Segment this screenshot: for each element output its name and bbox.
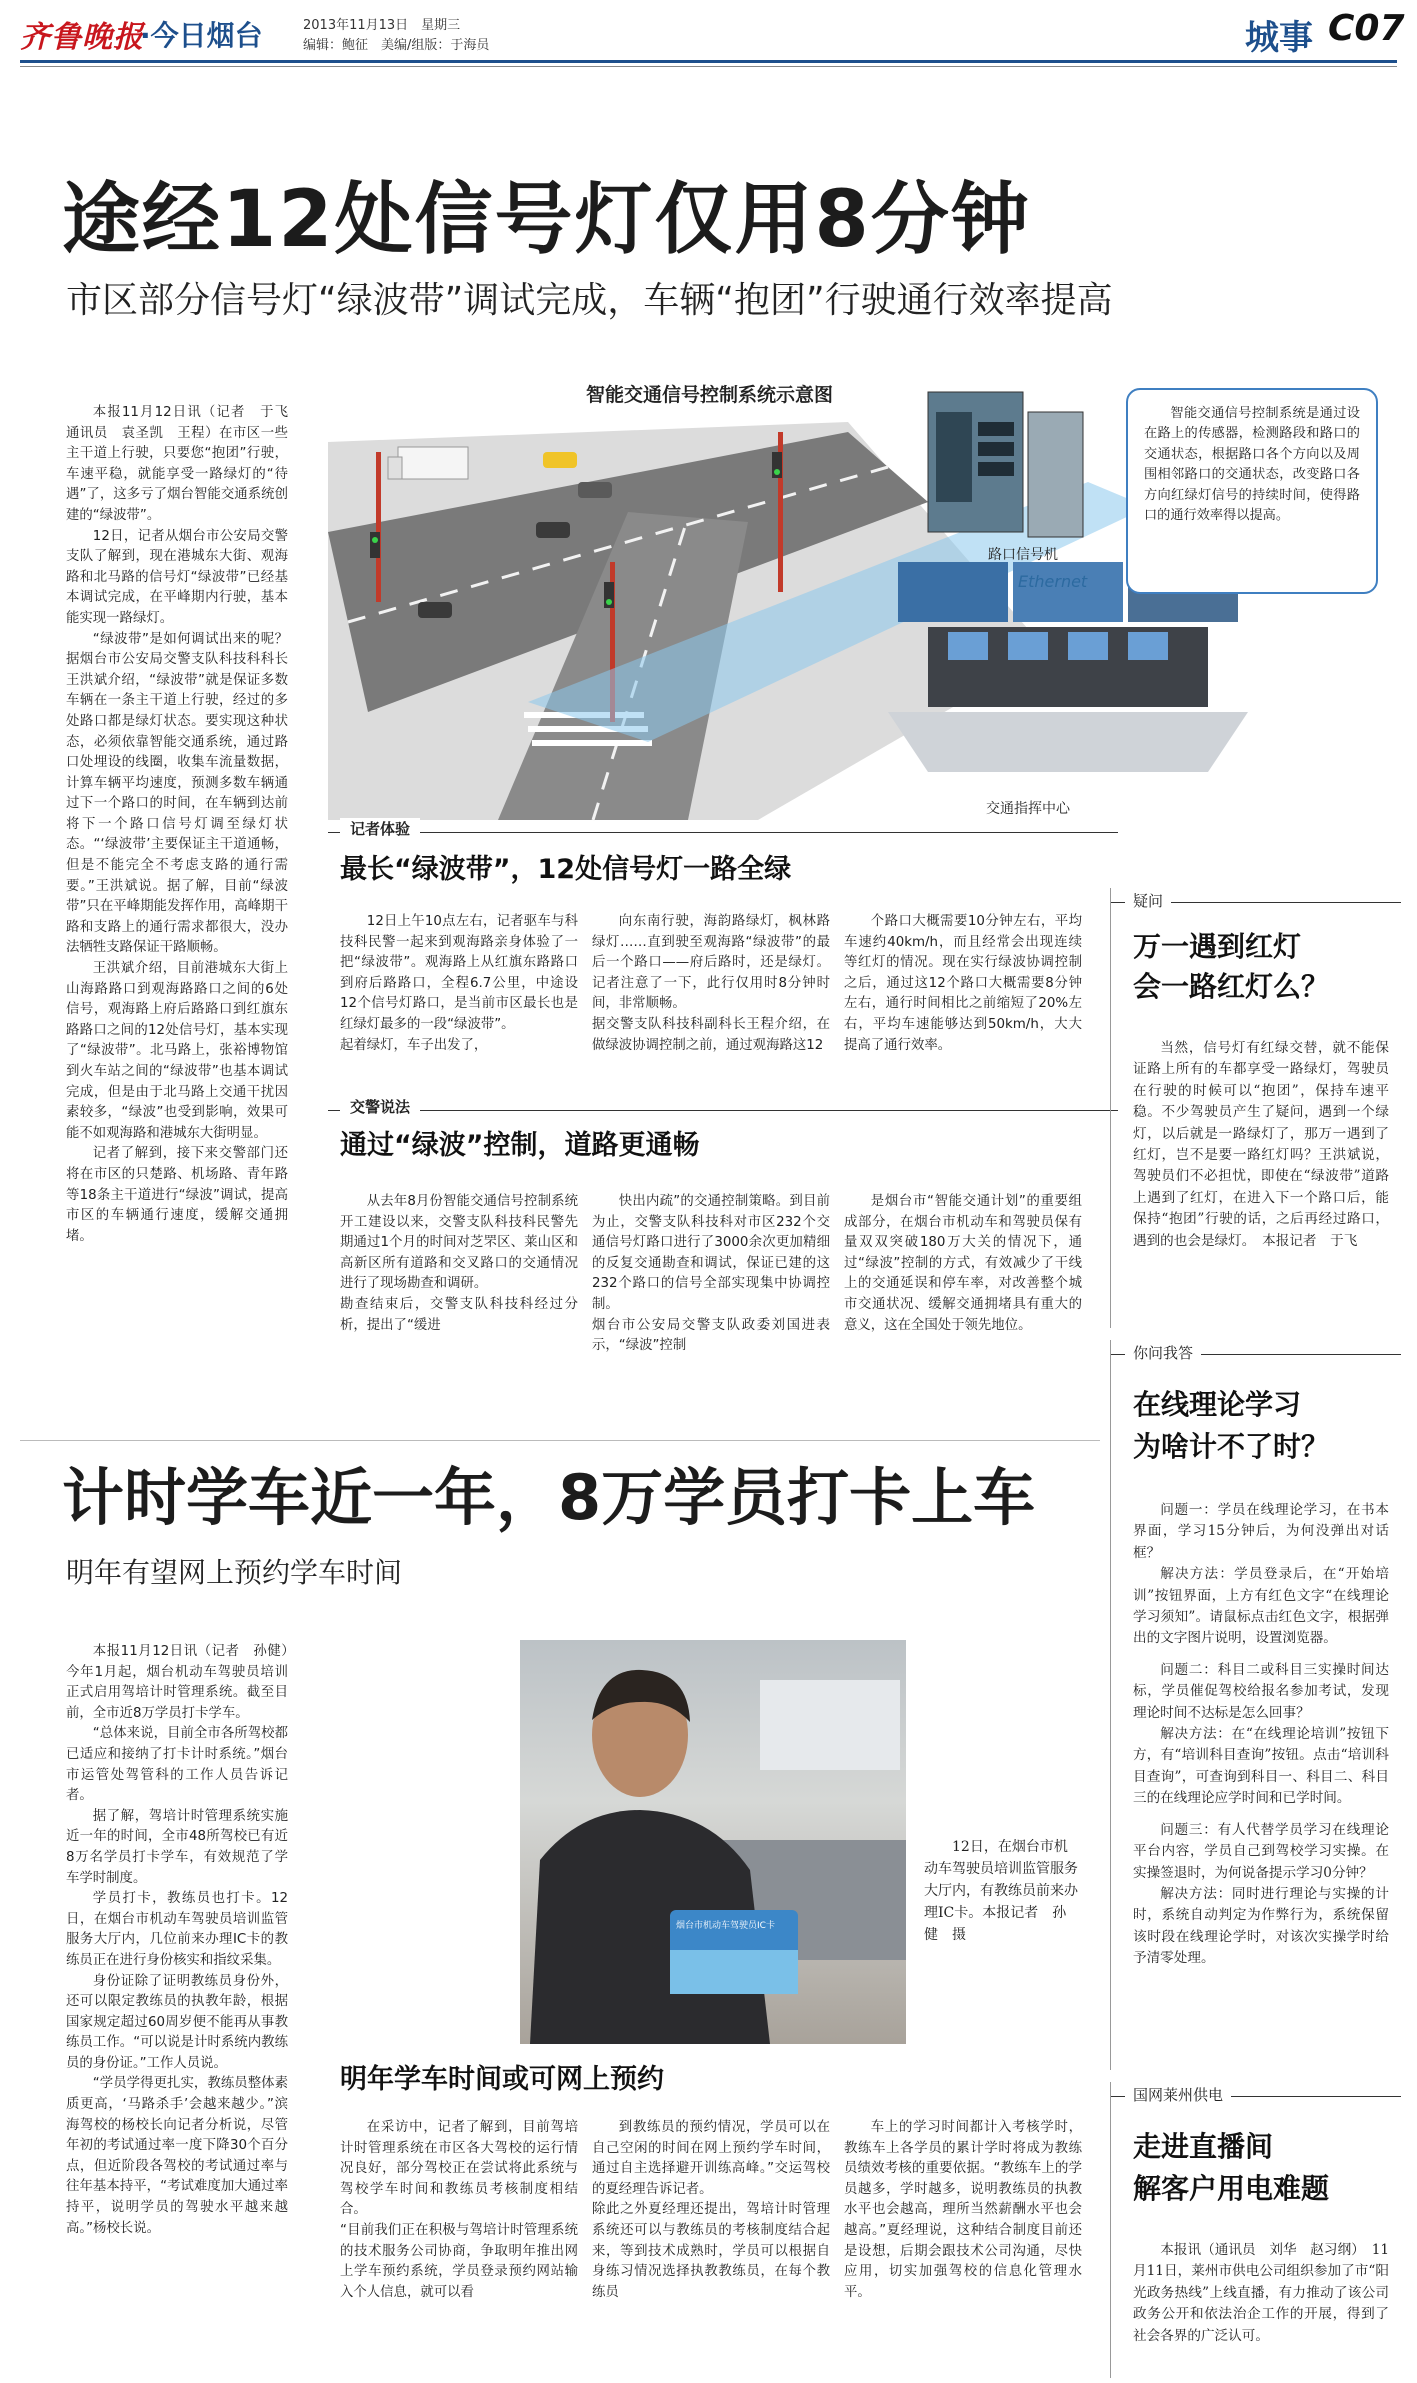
- sidebar-title: 万一遇到红灯: [1133, 930, 1302, 963]
- section-rule: [328, 832, 1118, 833]
- system-callout-text: 智能交通信号控制系统是通过设在路上的传感器，检测路段和路口的交通状态，根据路口各个方向以及周围相邻路口的交通状态，改变路口各方向红绿灯信号的持续时间，使得路口的通行效率得以提高。: [1144, 406, 1360, 524]
- paragraph: 解决方法：学员登录后，在“开始培训”按钮界面，上方有红色文字“在线理论学习须知”。请鼠标点击红色文字，根据弹出的文字图片说明，设置浏览器。: [1133, 1566, 1389, 1647]
- section-name: 城事: [1245, 18, 1313, 58]
- paragraph: 问题三：有人代替学员学习在线理论平台内容，学员自己到驾校学习实操。在实操签退时，为何说备提示学习0分钟？: [1133, 1821, 1389, 1881]
- text-column: 从去年8月份智能交通信号控制系统开工建设以来，交警支队科技科民警先期通过1个月的时间对芝罘区、莱山区和高新区所有道路和交叉路口的交通情况进行了现场勘查和调研。 勘查结束后，交警支队科技科经过分析，提出了“缓进: [340, 1194, 578, 1333]
- paragraph: 据了解，驾培计时管理系统实施近一年的时间，全市48所驾校已有近8万名学员打卡学车，有效规范了学车学时制度。: [66, 1808, 288, 1886]
- sidebar-title: 为啥计不了时？: [1133, 1430, 1330, 1463]
- sidebar-body: [1133, 1500, 1389, 2065]
- section-tag: 交警说法: [340, 1096, 420, 1117]
- traffic-system-figure: [328, 372, 1398, 820]
- section-rule: [328, 1110, 1118, 1111]
- story1-headline: 途经12处信号灯仅用8分钟: [62, 175, 1031, 265]
- edition-name: ·今日烟台: [140, 19, 263, 52]
- ethernet-label: Ethernet: [1018, 572, 1088, 591]
- text-column: 到教练员的预约情况，学员可以在自己空闲的时间在网上预约学车时间，通过自主选择避开训练高峰。”交运驾校的夏经理告诉记者。 除此之外夏经理还提出，驾培计时管理系统还可以与教练员的考核制度结合起来，等到技术成熟时，学员可以根据自身练习情况选择执教教练员，在每个教练员: [592, 2120, 830, 2300]
- paragraph: 解决方法：同时进行理论与实操的计时，系统自动判定为作弊行为，系统保留该时段在线理论学时，对该次实操学时给予清零处理。: [1133, 1885, 1389, 1967]
- paragraph: “学员学得更扎实，教练员整体素质更高，‘马路杀手’会越来越少。”滨海驾校的杨校长向记者分析说，尽管年初的考试通过率一度下降30个百分点，但近阶段各驾校的考试通过率与往年基本持平，“考试难度加大通过率持平，说明学员的驾驶水平越来越高。”杨校长说。: [66, 2076, 288, 2236]
- sidebar-title: 走进直播间: [1133, 2130, 1274, 2163]
- text-column: 在采访中，记者了解到，目前驾培计时管理系统在市区各大驾校的运行情况良好，部分驾校正在尝试将此系统与驾校学车时间和教练员考核制度相结合。 “目前我们正在积极与驾培计时管理系统的技术服务公司协商，争取明年推出网上学车预约系统，学员登录预约网站输入个人信息，就可以看: [340, 2120, 578, 2300]
- masthead-rule-thin: [20, 66, 1397, 67]
- sidebar-title: 会一路红灯么？: [1133, 970, 1330, 1003]
- paragraph: “绿波带”是如何调试出来的呢？据烟台市公安局交警支队科技科科长王洪斌介绍，“绿波带”就是保证多数车辆在一条主干道上行驶，经过的多处路口都是绿灯状态。要实现这种状态，必须依靠智能交通系统，通过路口处埋设的线圈，收集车流量数据，计算车辆平均速度，预测多数车辆通过下一个路口的时间，在车辆到达前将下一个路口信号灯调至绿灯状态。“‘绿波带’主要保证主干道通畅，但是不能完全不考虑支路的通行需要。”王洪斌说。据了解，目前“绿波带”只在平峰期能发挥作用，高峰期干路和支路上的通行需求都很大，没办法牺牲支路保证干路顺畅。: [66, 631, 288, 956]
- text-column: 个路口大概需要10分钟左右，平均车速约40km/h，而且经常会出现连续等红灯的情况。现在实行绿波协调控制之后，通过这12个路口大概需要8分钟左右，通行时间相比之前缩短了20%左右，平均车速能够达到50km/h，大大提高了通行效率。: [844, 914, 1082, 1053]
- paragraph: 身份证除了证明教练员身份外，还可以限定教练员的执教年龄，根据国家规定超过60周岁便不能再从事教练员工作。“可以说是计时系统内教练员的身份证。”工作人员说。: [66, 1973, 288, 2071]
- photo-illustration: [520, 1640, 906, 2044]
- car: [536, 522, 570, 538]
- text-column: 是烟台市“智能交通计划”的重要组成部分，在烟台市机动车和驾驶员保有量双双突破180万大关的情况下，通过“绿波”控制的方式，有效减少了干线上的交通延误和停车率，对改善整个城市交通状况、缓解交通拥堵具有重大的意义，这在全国处于领先地位。: [844, 1194, 1082, 1333]
- paragraph: 记者了解到，接下来交警部门还将在市区的只楚路、机场路、青年路等18条主干道进行“绿波”调试，提高市区的车辆通行速度，缓解交通拥堵。: [66, 1146, 288, 1244]
- sidebar-body: 当然，信号灯有红绿交替，就不能保证路上所有的车都享受一路绿灯，驾驶员在行驶的时候可以“抱团”，保持车速平稳。不少驾驶员产生了疑问，遇到一个绿灯，以后就是一路绿灯了，那万一遇到了红灯，岂不是要一路红灯吗？王洪斌说，驾驶员们不必担忧，即使在“绿波带”道路上遇到了红灯，在进入下一个路口后，能保持“抱团”行驶的话，之后再经过路口，遇到的也会是绿灯。 本报记者 于飞: [1133, 1040, 1389, 1249]
- subsection-title: 最长“绿波带”，12处信号灯一路全绿: [340, 854, 792, 885]
- paragraph: 问题一：学员在线理论学习，在书本界面，学习15分钟后，为何没弹出对话框？: [1133, 1502, 1389, 1561]
- photo-card-text: 烟台市机动车驾驶员IC卡: [676, 1921, 775, 1931]
- command-center-label: 交通指挥中心: [986, 801, 1070, 817]
- paragraph: 王洪斌介绍，目前港城东大街上山海路路口到观海路路口之间的6处信号，观海路上府后路路口到红旗东路路口之间的12处信号灯，基本实现了“绿波带”。北马路上，张裕博物馆到火车站之间的“绿波带”也基本调试完成，但是由于北马路上交通干扰因素较多，“绿波”也受到影响，效果可能不如观海路和港城东大街明显。: [66, 961, 288, 1141]
- car: [543, 452, 577, 468]
- truck: [388, 447, 468, 479]
- story1-subhead: 市区部分信号灯“绿波带”调试完成，车辆“抱团”行驶通行效率提高: [66, 280, 1113, 321]
- page-number: C07: [1328, 8, 1405, 49]
- story2-left-column: [66, 1642, 302, 2362]
- section-tag: 记者体验: [340, 818, 420, 839]
- story1-left-column: [66, 403, 302, 1410]
- sidebar-body: 本报讯（通讯员 刘华 赵习纲） 11月11日，莱州市供电公司组织参加了市“阳光政务热线”上线直播，有力推动了该公司政务公开和依法治企工作的开展，得到了社会各界的广泛认可。: [1133, 2242, 1389, 2344]
- subsection-title: 通过“绿波”控制，道路更通畅: [340, 1130, 700, 1161]
- paragraph: 12日，记者从烟台市公安局交警支队了解到，现在港城东大街、观海路和北马路的信号灯“绿波带”已经基本调试完成，在平峰期内行驶，基本能实现一路绿灯。: [66, 528, 288, 626]
- photo-caption: 12日，在烟台市机动车驾驶员培训监管服务大厅内，有教练员前来办理IC卡。本报记者 孙健 摄: [924, 1839, 1078, 1943]
- story-divider: [20, 1440, 1100, 1441]
- signal-machine-device: [928, 392, 1083, 537]
- system-callout-box: [1126, 388, 1378, 594]
- car: [578, 482, 612, 498]
- photo-window: [760, 1680, 900, 1770]
- story2-subhead: 明年有望网上预约学车时间: [66, 1556, 403, 1589]
- paragraph: 学员打卡，教练员也打卡。12日，在烟台市机动车驾驶员培训监管服务大厅内，几位前来办理IC卡的教练员正在进行身份核实和指纹采集。: [66, 1891, 288, 1968]
- signal-machine-label: 路口信号机: [988, 547, 1058, 563]
- paragraph: 问题二：科目二或科目三实操时间达标，学员催促驾校给报名参加考试，发现理论时间不达标是怎么回事？: [1133, 1661, 1389, 1721]
- story2-headline: 计时学车近一年，8万学员打卡上车: [62, 1461, 1036, 1534]
- editor-credits: 编辑：鲍征 美编/组版：于海员: [303, 38, 490, 53]
- car: [418, 602, 452, 618]
- sidebar-title: 在线理论学习: [1133, 1388, 1302, 1421]
- paragraph: “总体来说，目前全市各所驾校都已适应和接纳了打卡计时系统。”烟台市运管处驾管科的工作人员告诉记者。: [66, 1726, 288, 1804]
- paragraph: 解决方法：在“在线理论培训”按钮下方，有“培训科目查询”按钮。点击“培训科目查询”，可查询到科目一、科目二、科目三的在线理论应学时间和已学时间。: [1133, 1726, 1389, 1807]
- text-column: 12日上午10点左右，记者驱车与科技科民警一起来到观海路亲身体验了一把“绿波带”。观海路上从红旗东路路口到府后路路口，全程6.7公里，中途设12个信号灯路口，是当前市区最长也是红绿灯最多的一段“绿波带”。 起着绿灯，车子出发了，: [340, 914, 578, 1053]
- masthead-rule: [20, 60, 1397, 63]
- sidebar-title: 解客户用电难题: [1133, 2172, 1330, 2205]
- sidebar-tag: 国网莱州供电: [1125, 2084, 1231, 2105]
- sidebar-tag: 你问我答: [1125, 1342, 1201, 1363]
- subsection-title: 明年学车时间或可网上预约: [340, 2064, 664, 2095]
- sidebar-question: [1110, 888, 1400, 1328]
- sidebar-news: [1110, 2082, 1400, 2378]
- instructor-photo: [520, 1640, 906, 2044]
- figure-title: 智能交通信号控制系统示意图: [586, 384, 834, 406]
- masthead: [0, 0, 1417, 80]
- paragraph: 本报11月12日讯（记者 于飞 通讯员 袁圣凯 王程）在市区一些主干道上行驶，只要您“抱团”行驶，车速平稳，就能享受一路绿灯的“待遇”了，这多亏了烟台智能交通系统创建的“绿波带”。: [66, 405, 302, 523]
- paper-name: 齐鲁晚报: [20, 20, 144, 55]
- text-column: 向东南行驶，海韵路绿灯，枫林路绿灯……直到驶至观海路“绿波带”的最后一个路口——府后路时，还是绿灯。记者注意了一下，此行仅用时8分钟时间，非常顺畅。 据交警支队科技科副科长王程介绍，在做绿波协调控制之前，通过观海路这12: [592, 914, 830, 1053]
- sidebar-tag: 疑问: [1125, 890, 1171, 911]
- sidebar-qa: [1110, 1340, 1400, 2070]
- paragraph: 本报11月12日讯（记者 孙健） 今年1月起，烟台机动车驾驶员培训正式启用驾培计时管理系统。截至目前，全市近8万学员打卡学车。: [66, 1644, 302, 1721]
- text-column: 快出内疏”的交通控制策略。到目前为止，交警支队科技科对市区232个交通信号灯路口进行了3000余次更加精细的反复交通勘查和调试，保证已建的这232个路口的信号全部实现集中协调控制。 烟台市公安局交警支队政委刘国进表示，“绿波”控制: [592, 1194, 830, 1354]
- issue-date: 2013年11月13日 星期三: [303, 18, 461, 33]
- text-column: 车上的学习时间都计入考核学时，教练车上各学员的累计学时将成为教练员绩效考核的重要依据。“教练车上的学员越多，学时越多，说明教练员的执教水平也会越高，理所当然薪酬水平也会越高。”夏经理说，这种结合制度目前还是设想，后期会跟技术公司沟通，尽快应用，切实加强驾校的信息化管理水平。: [844, 2120, 1082, 2300]
